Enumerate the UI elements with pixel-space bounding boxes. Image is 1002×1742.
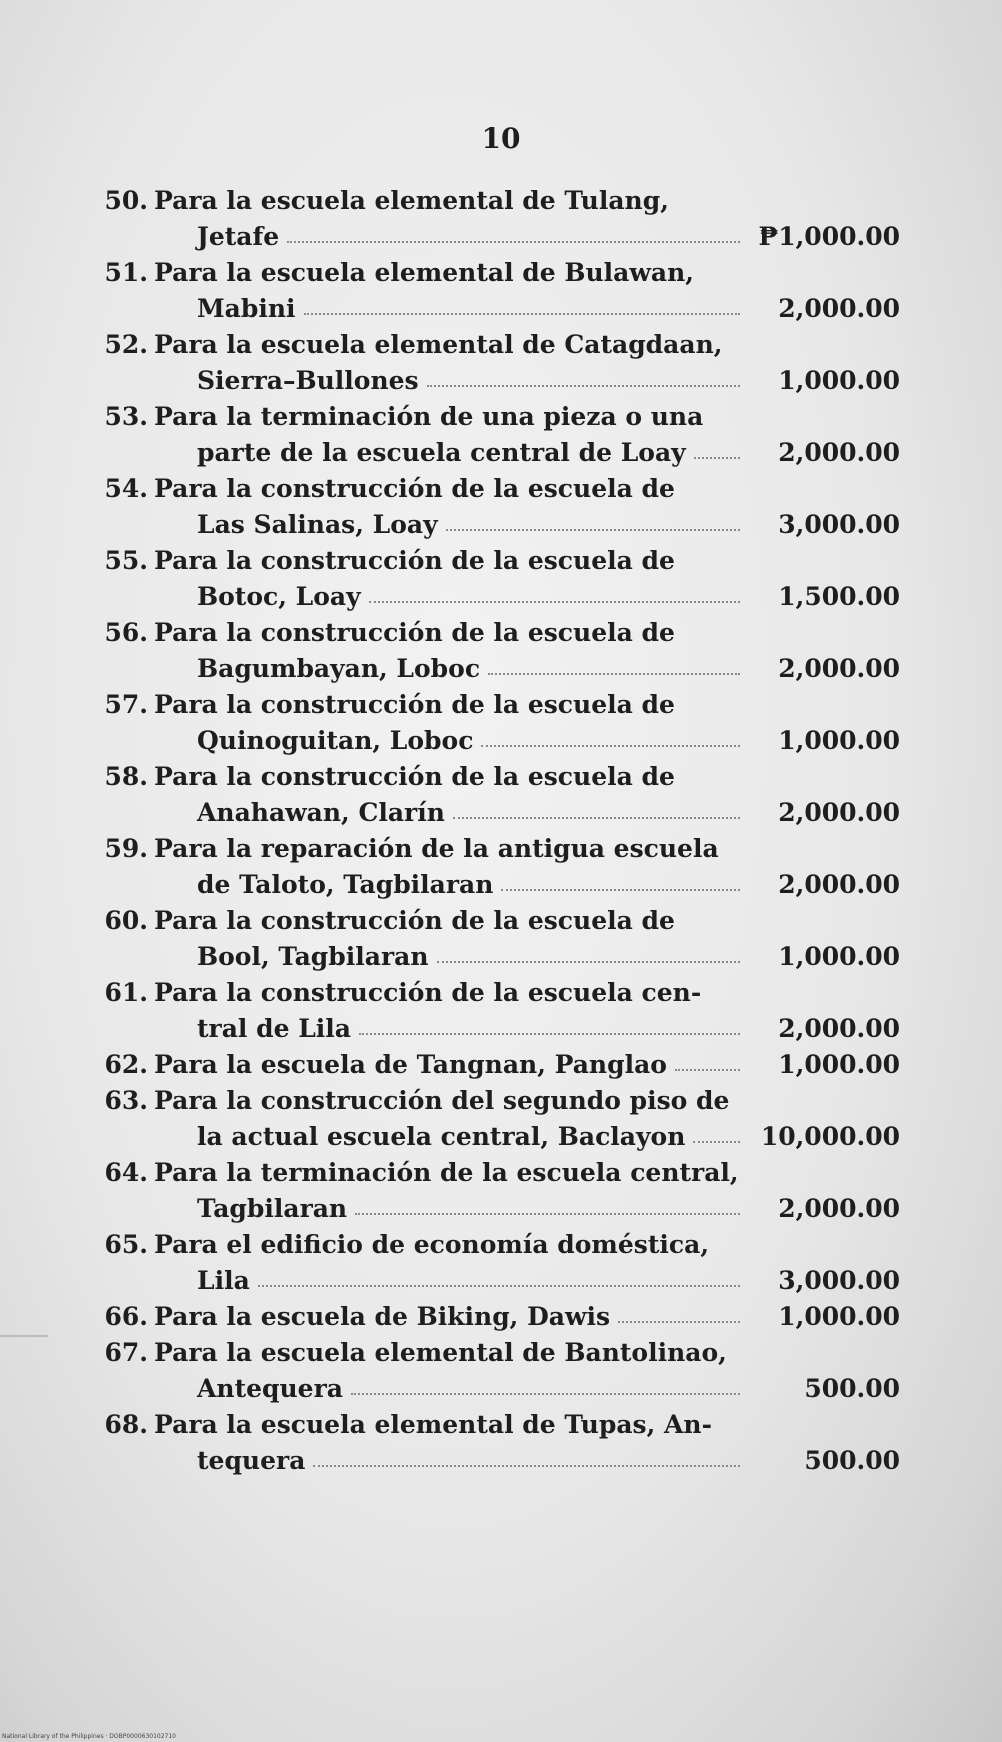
entry-line (100, 1263, 970, 1299)
dot-leader (481, 745, 740, 747)
entry-number: 60. (104, 906, 148, 935)
entry-number: 59. (104, 834, 148, 863)
entry-amount: 500.00 (804, 1374, 900, 1403)
entry-amount: ₱1,000.00 (758, 222, 900, 251)
entry-text: Para la escuela elemental de Bulawan, (154, 258, 694, 287)
appropriation-entry (100, 903, 970, 975)
entry-amount: 10,000.00 (760, 1122, 900, 1151)
entry-text: Para la construcción del segundo piso de (154, 1086, 730, 1115)
entry-amount: 1,000.00 (778, 366, 900, 395)
dot-leader (359, 1033, 740, 1035)
scan-footer-note: National Library of the Philippines · DOBP0000630102710 (2, 1733, 176, 1740)
appropriation-entry (100, 615, 970, 687)
entry-number: 54. (104, 474, 148, 503)
entry-text: Para la construcción de la escuela de (154, 690, 675, 719)
dot-leader (427, 385, 740, 387)
entry-number: 56. (104, 618, 148, 647)
entry-amount: 2,000.00 (778, 870, 900, 899)
entry-text: Antequera (197, 1374, 343, 1403)
entry-text: de Taloto, Tagbilaran (197, 870, 494, 899)
entry-amount: 1,500.00 (778, 582, 900, 611)
entry-number: 53. (104, 402, 148, 431)
dot-leader (453, 817, 740, 819)
entry-line (100, 471, 970, 507)
entry-text: Para la construcción de la escuela de (154, 474, 675, 503)
entry-text: Para la escuela de Tangnan, Panglao (154, 1050, 667, 1079)
entry-line (100, 939, 970, 975)
entry-text-column (100, 1191, 740, 1227)
entry-line (100, 1371, 970, 1407)
entry-line (100, 687, 970, 723)
entry-number: 61. (104, 978, 148, 1007)
appropriation-entry (100, 1335, 970, 1407)
entry-line (100, 255, 970, 291)
entry-text-column (100, 1263, 740, 1299)
entry-text-column (100, 795, 740, 831)
entry-line (100, 327, 970, 363)
scan-edge-mark (0, 1335, 48, 1337)
entry-number: 50. (104, 186, 148, 215)
entry-text-column (100, 1299, 740, 1335)
entry-text: Para la escuela elemental de Catagdaan, (154, 330, 723, 359)
dot-leader (694, 457, 740, 459)
entry-line (100, 507, 970, 543)
appropriation-entry (100, 471, 970, 543)
page-number: 10 (481, 122, 521, 155)
appropriation-entry (100, 831, 970, 903)
entry-line (100, 1407, 970, 1443)
entry-text: Para la escuela elemental de Tupas, An- (154, 1410, 712, 1439)
entry-number: 51. (104, 258, 148, 287)
dot-leader (501, 889, 740, 891)
entry-text: Para la terminación de una pieza o una (154, 402, 704, 431)
entry-text: Sierra–Bullones (197, 366, 419, 395)
entry-line (100, 1083, 970, 1119)
entry-line (100, 615, 970, 651)
entry-text: Anahawan, Clarín (197, 798, 445, 827)
entry-text-column (100, 1011, 740, 1047)
entry-line (100, 1011, 970, 1047)
entry-line (100, 1155, 970, 1191)
entry-text-column (100, 1443, 740, 1479)
appropriation-entry (100, 327, 970, 399)
entry-text: Para la construcción de la escuela cen- (154, 978, 702, 1007)
entry-text: Botoc, Loay (197, 582, 361, 611)
entry-line (100, 975, 970, 1011)
entry-amount: 1,000.00 (778, 726, 900, 755)
entry-text: Para la construcción de la escuela de (154, 762, 675, 791)
entry-text-column (100, 1119, 740, 1155)
appropriation-entry (100, 399, 970, 471)
entry-amount: 1,000.00 (778, 942, 900, 971)
entry-line (100, 1047, 970, 1083)
entry-text-column (100, 1047, 740, 1083)
entry-line (100, 723, 970, 759)
entry-text: Tagbilaran (197, 1194, 348, 1223)
entry-amount: 2,000.00 (778, 438, 900, 467)
entry-text-column (100, 435, 740, 471)
entry-text: Para la escuela de Biking, Dawis (154, 1302, 611, 1331)
entry-line (100, 1119, 970, 1155)
entry-text: Para la construcción de la escuela de (154, 546, 675, 575)
entry-line (100, 1299, 970, 1335)
entry-line (100, 579, 970, 615)
entry-amount: 1,000.00 (778, 1050, 900, 1079)
entry-number: 64. (104, 1158, 148, 1187)
entry-amount: 2,000.00 (778, 798, 900, 827)
entry-amount: 3,000.00 (778, 1266, 900, 1295)
appropriation-entry (100, 1299, 970, 1335)
entry-amount: 2,000.00 (778, 654, 900, 683)
entry-text-column (100, 291, 740, 327)
entry-text: Para la terminación de la escuela central, (154, 1158, 739, 1187)
appropriation-entry (100, 1047, 970, 1083)
entry-line (100, 435, 970, 471)
entry-line (100, 543, 970, 579)
entry-number: 58. (104, 762, 148, 791)
dot-leader (369, 601, 740, 603)
entry-amount: 1,000.00 (778, 1302, 900, 1331)
entry-line (100, 363, 970, 399)
appropriation-entry (100, 543, 970, 615)
entry-text: Jetafe (197, 222, 280, 251)
dot-leader (488, 673, 740, 675)
entry-text-column (100, 651, 740, 687)
entry-text: Lila (197, 1266, 250, 1295)
entry-number: 66. (104, 1302, 148, 1331)
entry-text-column (100, 579, 740, 615)
dot-leader (287, 241, 740, 243)
entry-number: 55. (104, 546, 148, 575)
appropriation-entry (100, 687, 970, 759)
entry-amount: 2,000.00 (778, 1194, 900, 1223)
appropriation-entry (100, 1155, 970, 1227)
entry-line (100, 219, 970, 255)
entry-number: 63. (104, 1086, 148, 1115)
entry-line (100, 651, 970, 687)
entry-text: Las Salinas, Loay (197, 510, 438, 539)
entry-line (100, 1191, 970, 1227)
entry-text: Bagumbayan, Loboc (197, 654, 481, 683)
entry-text-column (100, 507, 740, 543)
dot-leader (446, 529, 740, 531)
appropriation-entry (100, 1083, 970, 1155)
entry-text: Para la construcción de la escuela de (154, 618, 675, 647)
entry-text: Para el edificio de economía doméstica, (154, 1230, 710, 1259)
entry-text: tral de Lila (197, 1014, 351, 1043)
entry-line (100, 795, 970, 831)
entry-line (100, 399, 970, 435)
entry-text-column (100, 219, 740, 255)
appropriation-entry (100, 255, 970, 327)
entry-line (100, 183, 970, 219)
entry-number: 68. (104, 1410, 148, 1439)
dot-leader (437, 961, 741, 963)
entry-text-column (100, 363, 740, 399)
entry-text: Para la reparación de la antigua escuela (154, 834, 719, 863)
entry-text: Mabini (197, 294, 296, 323)
entry-text: tequera (197, 1446, 306, 1475)
dot-leader (313, 1465, 740, 1467)
entry-text: la actual escuela central, Baclayon (197, 1122, 686, 1151)
entry-text: Para la construcción de la escuela de (154, 906, 675, 935)
appropriation-entry (100, 1227, 970, 1299)
entry-line (100, 903, 970, 939)
entry-text-column (100, 867, 740, 903)
entry-line (100, 291, 970, 327)
entry-text: parte de la escuela central de Loay (197, 438, 686, 467)
appropriation-entry (100, 975, 970, 1047)
entry-number: 65. (104, 1230, 148, 1259)
entry-line (100, 867, 970, 903)
entry-text: Para la escuela elemental de Bantolinao, (154, 1338, 727, 1367)
appropriation-entry (100, 759, 970, 831)
dot-leader (675, 1069, 740, 1071)
entry-number: 57. (104, 690, 148, 719)
dot-leader (693, 1141, 740, 1143)
entry-text: Quinoguitan, Loboc (197, 726, 474, 755)
entry-line (100, 1227, 970, 1263)
dot-leader (351, 1393, 740, 1395)
entry-text: Para la escuela elemental de Tulang, (154, 186, 669, 215)
dot-leader (618, 1321, 740, 1323)
appropriation-entry (100, 1407, 970, 1479)
dot-leader (304, 313, 740, 315)
entry-text-column (100, 939, 740, 975)
entry-line (100, 1443, 970, 1479)
entry-amount: 500.00 (804, 1446, 900, 1475)
entry-line (100, 1335, 970, 1371)
entry-number: 67. (104, 1338, 148, 1367)
dot-leader (355, 1213, 740, 1215)
entry-text: Bool, Tagbilaran (197, 942, 429, 971)
entry-text-column (100, 723, 740, 759)
entry-number: 52. (104, 330, 148, 359)
entry-line (100, 759, 970, 795)
entry-number: 62. (104, 1050, 148, 1079)
entry-line (100, 831, 970, 867)
appropriations-list (100, 183, 970, 1479)
entry-amount: 2,000.00 (778, 1014, 900, 1043)
entry-text-column (100, 1371, 740, 1407)
entry-amount: 3,000.00 (778, 510, 900, 539)
dot-leader (258, 1285, 740, 1287)
appropriation-entry (100, 183, 970, 255)
entry-amount: 2,000.00 (778, 294, 900, 323)
